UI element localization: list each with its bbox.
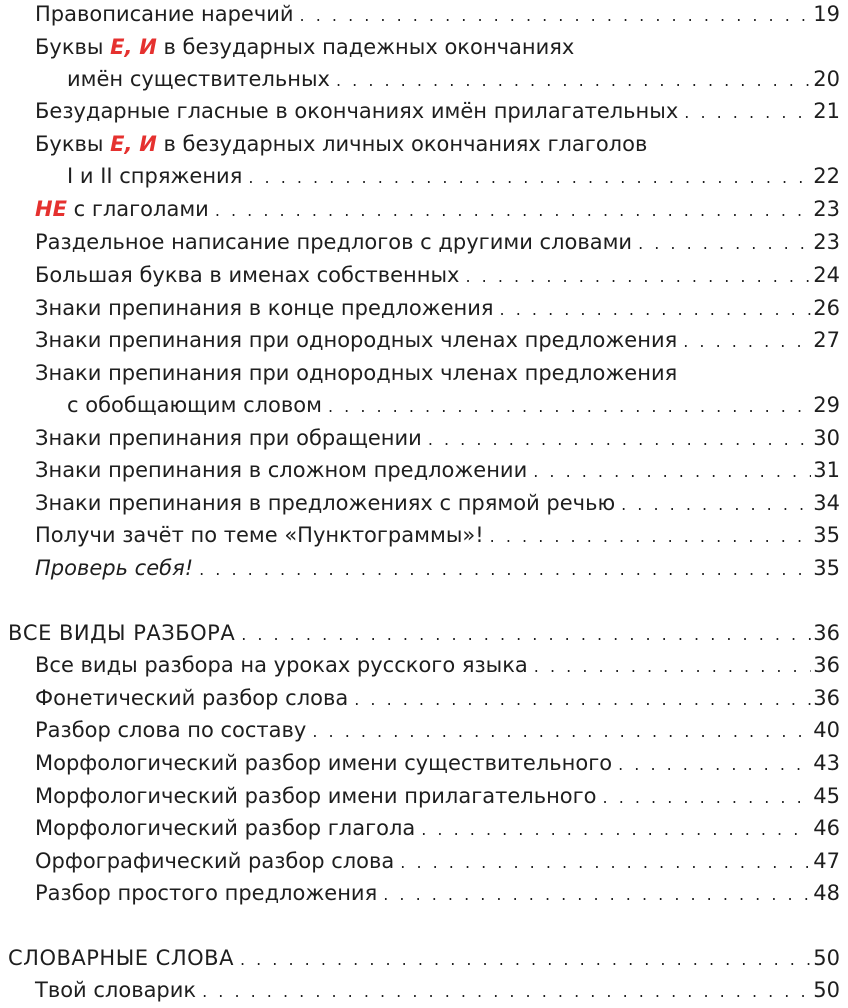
- toc-entry-punct-homog-gen-cont[interactable]: [67, 392, 840, 420]
- toc-entry-verb-endings-cont[interactable]: [67, 163, 840, 191]
- toc-entry-capital[interactable]: [35, 262, 840, 290]
- toc-section-title: СЛОВАРНЫЕ СЛОВА: [8, 946, 234, 970]
- toc-entry-ne-verbs[interactable]: [35, 196, 840, 224]
- toc-page-number: 19: [813, 2, 840, 26]
- toc-entry-adj-endings[interactable]: [35, 98, 840, 126]
- toc-entry-title: Знаки препинания в предложениях с прямой речью: [35, 491, 616, 515]
- toc-entry-title: Раздельное написание предлогов с другими словами: [35, 230, 633, 254]
- toc-leader-dots: [400, 850, 811, 876]
- toc-entry-simple-sentence[interactable]: [35, 880, 840, 908]
- toc-leader-dots: [683, 329, 811, 355]
- toc-entry-title: Разбор слова по составу: [35, 718, 307, 742]
- toc-entry-title: Знаки препинания при обращении: [35, 426, 422, 450]
- toc-leader-dots: [618, 752, 811, 778]
- toc-leader-dots: [490, 524, 812, 550]
- toc-leader-dots: [241, 622, 811, 648]
- toc-page-number: 36: [813, 621, 840, 645]
- toc-page-number: 31: [813, 458, 840, 482]
- toc-page-number: 23: [813, 230, 840, 254]
- toc-leader-dots: [336, 68, 811, 94]
- toc-page-number: 45: [813, 784, 840, 808]
- toc-page-number: 29: [813, 393, 840, 417]
- toc-entry-punct-homog[interactable]: [35, 327, 840, 355]
- toc-entry-title: [35, 34, 574, 60]
- toc-entry-title: Морфологический разбор имени прилагательного: [35, 784, 597, 808]
- toc-page-number: 47: [813, 849, 840, 873]
- toc-entry-punct-end[interactable]: [35, 295, 840, 323]
- toc-leader-dots: [199, 557, 811, 583]
- toc-entry-title-cont: имён существительных: [67, 67, 330, 91]
- toc-leader-dots: [215, 198, 811, 224]
- toc-page-number: 27: [813, 328, 840, 352]
- toc-page-number: 23: [813, 197, 840, 221]
- toc-entry-title: [35, 131, 647, 157]
- toc-leader-dots: [383, 882, 811, 908]
- toc-page-number: 50: [813, 978, 840, 1002]
- toc-entry-noun-endings[interactable]: [35, 34, 574, 60]
- toc-leader-dots: [300, 3, 812, 29]
- toc-entry-title: Правописание наречий: [35, 2, 294, 26]
- letter-e: Е: [110, 132, 125, 156]
- toc-page-number: 43: [813, 751, 840, 775]
- toc-leader-dots: [684, 100, 811, 126]
- toc-page-number: 36: [813, 653, 840, 677]
- toc-leader-dots: [248, 165, 811, 191]
- toc-entry-title: Знаки препинания при однородных членах предложения: [35, 361, 678, 385]
- toc-page-number: 26: [813, 296, 840, 320]
- toc-entry-your-dict[interactable]: [35, 977, 840, 1005]
- toc-title-suffix: в безударных личных окончаниях глаголов: [156, 132, 648, 156]
- toc-leader-dots: [328, 394, 811, 420]
- toc-title-suffix: в безударных падежных окончаниях: [156, 35, 575, 59]
- toc-leader-dots: [312, 719, 811, 745]
- toc-leader-dots: [240, 947, 811, 973]
- toc-leader-dots: [603, 785, 812, 811]
- toc-entry-title-cont: с обобщающим словом: [67, 393, 322, 417]
- toc-entry-title: Твой словарик: [35, 978, 197, 1002]
- toc-page-number: 50: [813, 946, 840, 970]
- toc-entry-title: Проверь себя!: [35, 556, 194, 580]
- comma: ,: [124, 132, 133, 156]
- toc-leader-dots: [421, 817, 811, 843]
- toc-entry-title: Разбор простого предложения: [35, 881, 378, 905]
- toc-title-prefix: Буквы: [35, 132, 111, 156]
- toc-page-number: 22: [813, 164, 840, 188]
- toc-entry-title-cont: I и II спряжения: [67, 164, 243, 188]
- toc-entry-morphemic[interactable]: [35, 717, 840, 745]
- toc-page-number: 24: [813, 263, 840, 287]
- toc-leader-dots: [638, 231, 811, 257]
- toc-entry-prepositions[interactable]: [35, 229, 840, 257]
- toc-page-number: 40: [813, 718, 840, 742]
- toc-entry-punct-direct[interactable]: [35, 490, 840, 518]
- toc-page-number: 35: [813, 556, 840, 580]
- toc-entry-title: Большая буква в именах собственных: [35, 263, 460, 287]
- toc-page-number: 48: [813, 881, 840, 905]
- toc-entry-title: Фонетический разбор слова: [35, 686, 349, 710]
- toc-page-number: 36: [813, 686, 840, 710]
- toc-entry-morph-verb[interactable]: [35, 815, 840, 843]
- toc-entry-title: [35, 196, 209, 222]
- toc-entry-ortho[interactable]: [35, 848, 840, 876]
- toc-entry-noun-endings-cont[interactable]: [67, 66, 840, 94]
- toc-entry-punct-homog-gen[interactable]: [35, 360, 677, 386]
- toc-entry-verb-endings[interactable]: [35, 131, 647, 157]
- toc-leader-dots: [621, 492, 811, 518]
- toc-title-prefix: Буквы: [35, 35, 111, 59]
- toc-entry-punct-complex[interactable]: [35, 457, 840, 485]
- toc-page-number: 35: [813, 523, 840, 547]
- ne-particle: НЕ: [35, 197, 67, 221]
- toc-leader-dots: [354, 687, 811, 713]
- toc-entry-check-self[interactable]: [35, 555, 840, 583]
- toc-section-dict[interactable]: [8, 945, 840, 973]
- toc-section-analysis[interactable]: [8, 620, 840, 648]
- toc-entry-title: Морфологический разбор имени существительного: [35, 751, 613, 775]
- toc-page-number: 30: [813, 426, 840, 450]
- toc-page-number: 20: [813, 67, 840, 91]
- toc-entry-title: Знаки препинания в сложном предложении: [35, 458, 528, 482]
- toc-entry-test-punct[interactable]: [35, 522, 840, 550]
- letter-i: И: [139, 35, 157, 59]
- toc-entry-punct-address[interactable]: [35, 425, 840, 453]
- letter-i: И: [139, 132, 157, 156]
- toc-entry-title: Знаки препинания при однородных членах предложения: [35, 328, 678, 352]
- toc-page-number: 34: [813, 491, 840, 515]
- toc-entry-title: Получи зачёт по теме «Пунктограммы»!: [35, 523, 484, 547]
- toc-entry-title: Морфологический разбор глагола: [35, 816, 416, 840]
- toc-entry-title: Безударные гласные в окончаниях имён прилагательных: [35, 99, 679, 123]
- toc-section-title: ВСЕ ВИДЫ РАЗБОРА: [8, 621, 236, 645]
- toc-leader-dots: [500, 297, 812, 323]
- letter-e: Е: [110, 35, 125, 59]
- toc-entry-title: Знаки препинания в конце предложения: [35, 296, 494, 320]
- toc-leader-dots: [202, 979, 811, 1005]
- toc-page-number: 46: [813, 816, 840, 840]
- toc-entry-title: Орфографический разбор слова: [35, 849, 395, 873]
- toc-entry-title: Все виды разбора на уроках русского языка: [35, 653, 528, 677]
- toc-entry-all-analysis[interactable]: [35, 652, 840, 680]
- toc-entry-adverbs[interactable]: [35, 1, 840, 29]
- toc-entry-morph-adj[interactable]: [35, 783, 840, 811]
- toc-entry-morph-noun[interactable]: [35, 750, 840, 778]
- comma: ,: [124, 35, 133, 59]
- toc-page-number: 21: [813, 99, 840, 123]
- toc-title-suffix: с глаголами: [66, 197, 209, 221]
- toc-entry-phonetic[interactable]: [35, 685, 840, 713]
- toc-leader-dots: [534, 654, 811, 680]
- toc-leader-dots: [428, 427, 811, 453]
- toc-leader-dots: [533, 459, 811, 485]
- toc-leader-dots: [465, 264, 811, 290]
